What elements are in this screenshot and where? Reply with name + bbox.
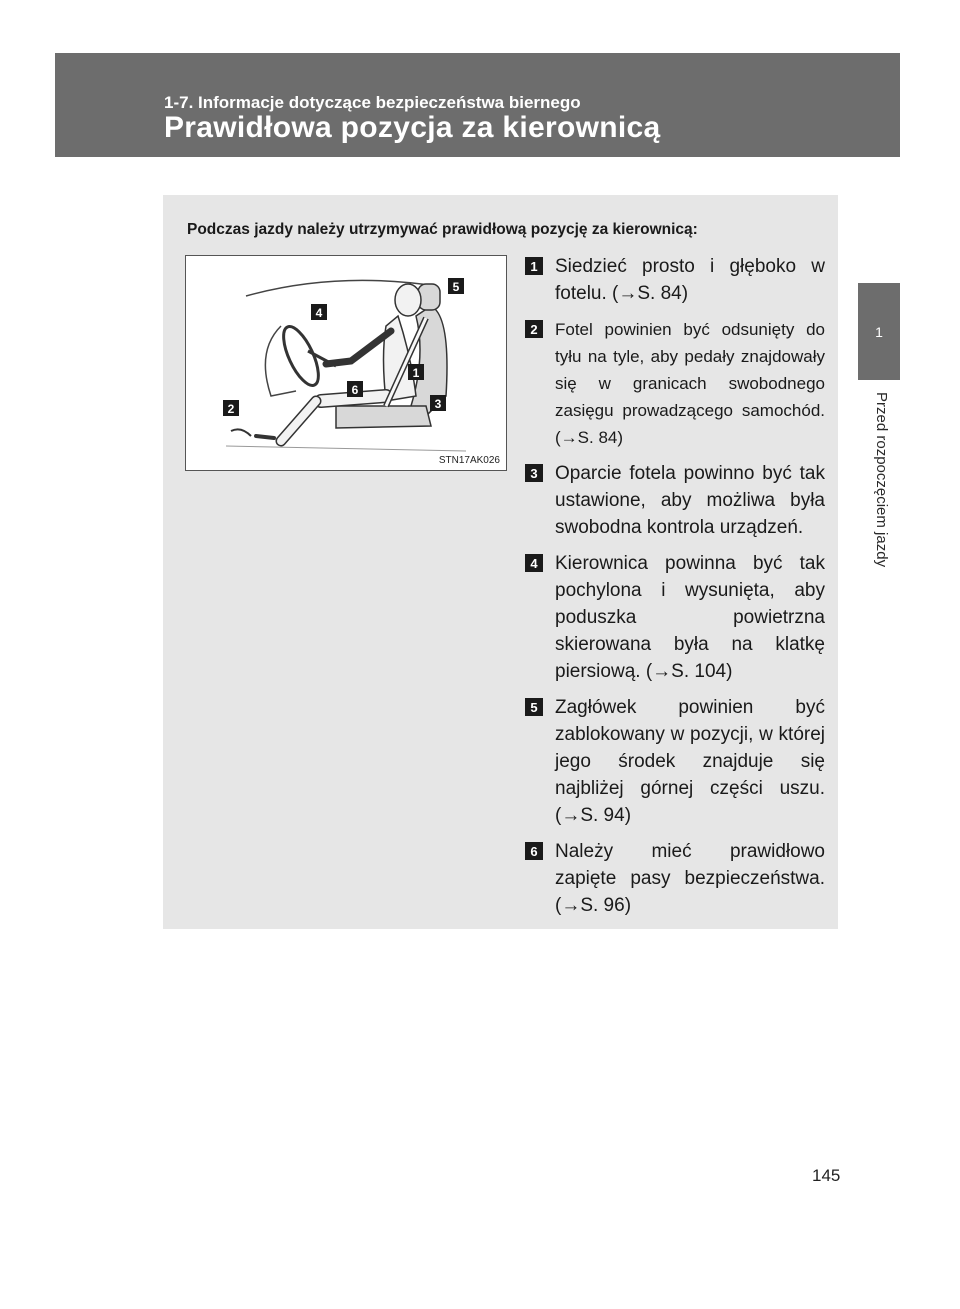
callout-2 xyxy=(223,400,239,416)
section-label: 1-7. Informacje dotyczące bezpieczeństwa biernego xyxy=(164,93,581,112)
callout-3 xyxy=(430,395,446,411)
svg-text:6: 6 xyxy=(351,383,359,397)
item-text: Należy mieć prawidłowo zapięte pasy bezpieczeństwa. (→S. 96) xyxy=(555,841,825,916)
chapter-tab-title: Przed rozpoczęciem jazdy xyxy=(873,392,890,568)
chapter-tab-number: 1 xyxy=(858,283,900,380)
item-number-badge: 1 xyxy=(525,257,543,275)
item-text: Oparcie fotela powinno być tak ustawione, aby możliwa była swobodna kontrola urządzeń. xyxy=(555,463,825,538)
svg-text:3: 3 xyxy=(434,397,442,411)
item-number-badge: 2 xyxy=(525,320,543,338)
intro-text: Podczas jazdy należy utrzymywać prawidłową pozycję za kierownicą: xyxy=(187,221,698,238)
item-text: Zagłówek powinien być zablokowany w pozycji, w której jego środek znajduje się najbliżej górnej części uszu. (→S. 94) xyxy=(555,697,825,826)
page-number: 145 xyxy=(812,1166,841,1185)
callout-1 xyxy=(408,364,424,380)
callout-5 xyxy=(448,278,464,294)
content-box xyxy=(163,195,838,929)
item-number-badge: 5 xyxy=(525,698,543,716)
list-item xyxy=(525,838,825,919)
instruction-list xyxy=(525,253,825,928)
svg-text:4: 4 xyxy=(315,306,323,320)
svg-text:1: 1 xyxy=(412,366,420,380)
item-text: Siedzieć prosto i głęboko w fotelu. (→S. 84) xyxy=(555,256,825,304)
svg-text:2: 2 xyxy=(227,402,235,416)
list-item xyxy=(525,694,825,829)
item-text: Kierownica powinna być tak pochylona i wysunięta, aby poduszka powietrzna skierowana była na klatkę piersiową. (→S. 104) xyxy=(555,553,825,682)
driving-position-illustration xyxy=(185,255,507,471)
page-title: Prawidłowa pozycja za kierownicą xyxy=(164,111,661,144)
header-band xyxy=(55,53,900,157)
svg-text:5: 5 xyxy=(452,280,460,294)
callout-6 xyxy=(347,381,363,397)
item-number-badge: 4 xyxy=(525,554,543,572)
list-item xyxy=(525,460,825,541)
item-text: Fotel powinien być odsunięty do tyłu na tyle, aby pedały znajdowały się w granicach swobodnego zasięgu prowadzącego samochód. (→S. 84) xyxy=(555,320,825,447)
list-item xyxy=(525,550,825,685)
figure-code: STN17AK026 xyxy=(438,455,500,466)
list-item xyxy=(525,316,825,451)
list-item xyxy=(525,253,825,307)
item-number-badge: 6 xyxy=(525,842,543,860)
driver-seat-diagram xyxy=(186,256,506,470)
item-number-badge: 3 xyxy=(525,464,543,482)
callout-4 xyxy=(311,304,327,320)
